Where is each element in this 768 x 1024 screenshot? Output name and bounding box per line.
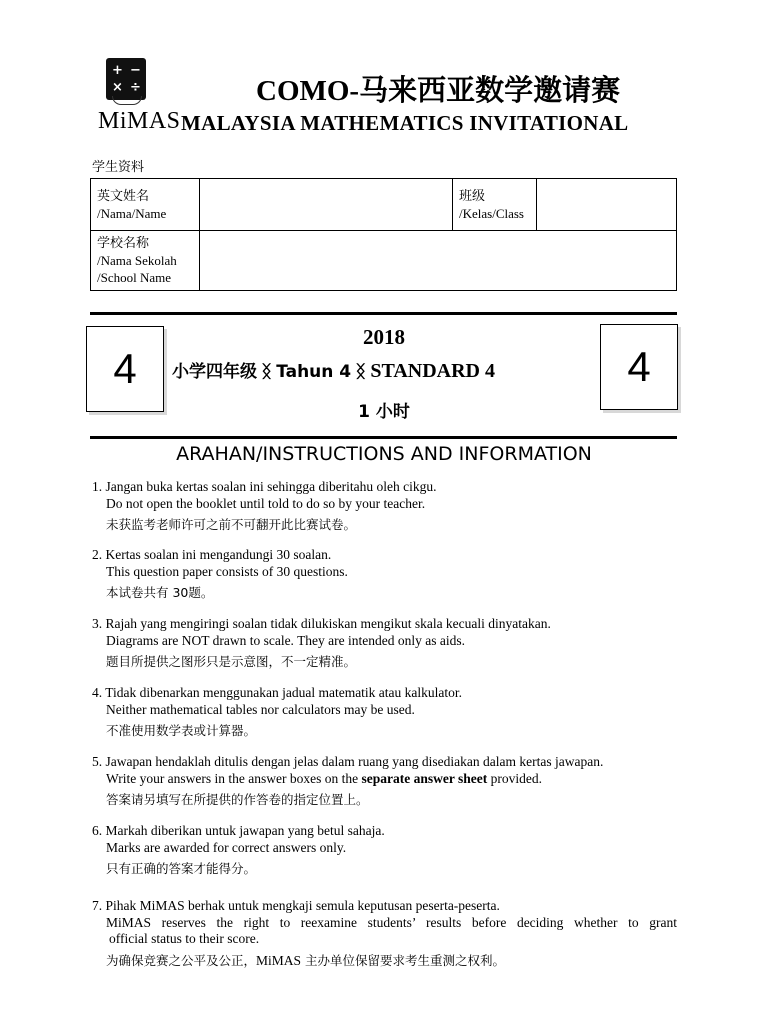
instruction-malay: 6. Markah diberikan untuk jawapan yang betul sahaja. [92,823,385,838]
instruction-malay: 2. Kertas soalan ini mengandungi 30 soalan. [92,547,332,562]
instruction-malay: 7. Pihak MiMAS berhak untuk mengkaji semula keputusan peserta-peserta. [92,898,500,913]
class-field[interactable] [537,179,677,231]
times-icon: × [112,80,123,95]
instruction-malay: 1. Jangan buka kertas soalan ini sehingga diberitahu oleh cikgu. [92,479,437,494]
instruction-chinese: 题目所提供之图形只是示意图，不一定精准。 [106,654,357,669]
standard-line [172,357,495,383]
instruction-english-part-b: provided. [487,770,542,786]
name-field[interactable] [200,179,453,231]
instruction-chinese [92,952,677,970]
instruction-chinese: 本试卷共有 30题。 [106,585,214,600]
mimas-logo [98,58,181,138]
instruction-item-4 [92,685,677,740]
name-label: /Nama/Name [97,205,167,221]
instruction-english: Neither mathematical tables nor calculators may be used. [106,701,415,717]
student-info-table [90,178,677,291]
instruction-english: Do not open the booklet until told to do so by your teacher. [106,495,426,511]
standard-box-right: 4 [600,324,678,410]
instruction-item-1 [92,479,677,534]
title-chinese: COMO-马来西亚数学邀请赛 [256,75,621,107]
separate-answer-sheet-emphasis: separate answer sheet [361,770,488,786]
instruction-english: Marks are awarded for correct answers only. [106,839,347,855]
bottom-divider [90,436,677,439]
instructions-title: ARAHAN/INSTRUCTIONS AND INFORMATION [176,443,592,465]
school-label-2: /School Name [97,270,172,285]
exam-duration: 1 小时 [358,402,410,422]
instruction-chinese-part-b: MiMAS [256,952,302,968]
logo-text: MiMAS [98,108,181,134]
school-field[interactable] [200,231,677,291]
school-label-1: /Nama Sekolah [97,253,177,268]
instruction-chinese: 只有正确的答案才能得分。 [106,861,257,876]
school-label-cell [91,231,200,291]
instruction-english: This question paper consists of 30 questions. [106,563,348,579]
instruction-chinese-part-a: 为确保竞赛之公平及公正， [106,952,257,968]
instruction-english-line-2: official status to their score. [109,931,260,946]
instruction-item-2 [92,547,677,602]
grade-malay: Tahun 4 [276,362,352,382]
class-label-zh: 班级 [459,188,486,204]
instruction-english-line-1: MiMAS reserves the right to reexamine students’ results before deciding whether to grant [106,914,677,930]
grade-english: STANDARD 4 [370,360,495,382]
exam-year: 2018 [363,325,405,349]
divide-icon: ÷ [130,80,141,95]
ornament-icon: ᛝ [261,362,272,382]
logo-ribbon [112,96,142,105]
instruction-malay: 4. Tidak dibenarkan menggunakan jadual matematik atau kalkulator. [92,685,463,700]
class-label: /Kelas/Class [459,205,524,221]
minus-icon: − [130,63,141,78]
title-english: MALAYSIA MATHEMATICS INVITATIONAL [181,111,629,135]
plus-icon: + [112,63,123,78]
instruction-chinese: 未获监考老师许可之前不可翻开此比赛试卷。 [106,517,357,532]
instruction-chinese: 答案请另填写在所提供的作答卷的指定位置上。 [106,792,369,807]
instruction-item-6 [92,823,677,878]
instruction-chinese: 不准使用数学表或计算器。 [106,723,257,738]
instruction-chinese-part-c: 主办单位保留要求考生重测之权利。 [301,952,506,968]
school-label-zh: 学校名称 [97,236,150,251]
instruction-english [92,771,677,788]
top-divider [90,312,677,315]
instruction-malay: 3. Rajah yang mengiringi soalan tidak dilukiskan mengikut skala kecuali dinyatakan. [92,616,551,631]
standard-box-left: 4 [86,326,164,412]
instruction-english-part-a: Write your answers in the answer boxes on the [106,770,362,786]
ornament-icon: ᛝ [355,362,366,382]
class-label-cell [453,179,537,231]
instruction-item-3 [92,616,677,671]
name-label-cell [91,179,200,231]
instruction-english: Diagrams are NOT drawn to scale. They are intended only as aids. [106,632,466,648]
instruction-item-7 [92,898,677,970]
instruction-malay: 5. Jawapan hendaklah ditulis dengan jelas dalam ruang yang disediakan dalam kertas jawapan. [92,754,604,769]
instruction-item-5 [92,754,677,809]
name-label-zh: 英文姓名 [97,188,150,204]
logo-emblem [106,58,146,100]
student-info-label: 学生资料 [92,160,145,175]
grade-chinese: 小学四年级 [172,362,257,382]
